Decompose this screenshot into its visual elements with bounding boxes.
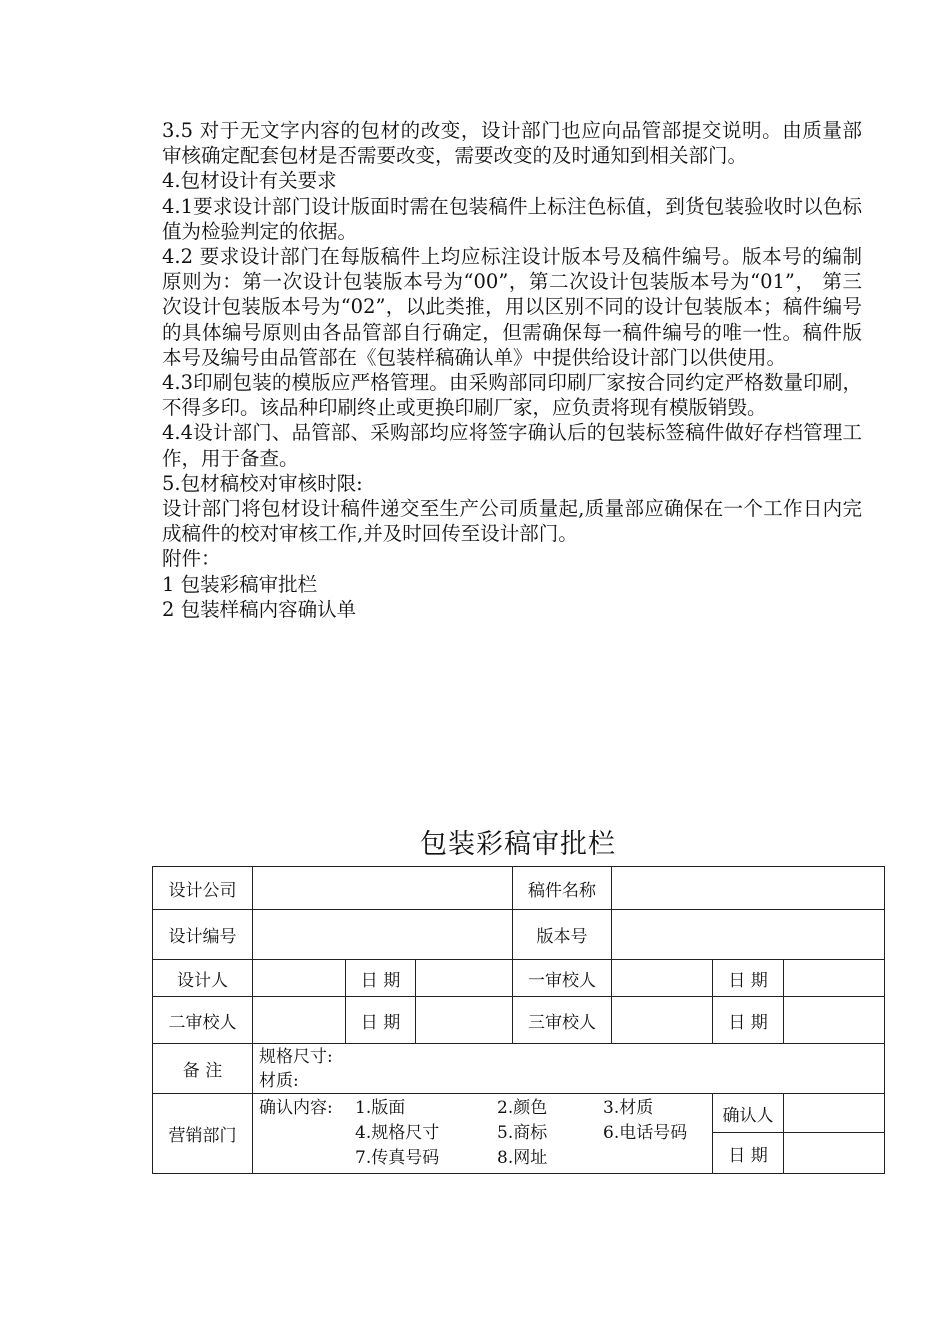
row-designer xyxy=(153,960,885,997)
designer-label: 设计人 xyxy=(153,960,253,997)
paragraph-4-3: 4.3印刷包装的模版应严格管理。由采购部同印刷厂家按合同约定严格数量印刷，不得多印。该品种印刷终止或更换印刷厂家，应负责将现有模版销毁。 xyxy=(162,371,862,420)
paragraph-4-4: 4.4设计部门、品管部、采购部均应将签字确认后的包装标签稿件做好存档管理工作，用于备查。 xyxy=(162,421,862,470)
attachment-item-1: 1 包装彩稿审批栏 xyxy=(162,572,318,596)
confirm-item-4[interactable]: 4.规格尺寸 xyxy=(355,1123,440,1143)
remarks-value[interactable] xyxy=(253,1044,885,1094)
paragraph-5-body: 设计部门将包材设计稿件递交至生产公司质量起,质量部应确保在一个工作日内完成稿件的校对审核工作,并及时回传至设计部门。 xyxy=(162,497,862,546)
second-reviewer-date-value[interactable] xyxy=(416,997,513,1044)
third-reviewer-value[interactable] xyxy=(612,997,713,1044)
confirm-content-grid xyxy=(259,1096,706,1171)
second-reviewer-date-label: 日 期 xyxy=(346,997,416,1044)
paragraph-4-2: 4.2 要求设计部门在每版稿件上均应标注设计版本号及稿件编号。版本号的编制原则为：第一次设计包装版本号为“00”，第二次设计包装版本号为“01”， 第三次设计包装版本号为“02”，以此类推，用以区别不同的设计包装版本；稿件编号的具体编号原则由各品管部自行确定，但需确保每一稿件编号的唯一性。稿件版本号及编号由品管部在《包装样稿确认单》中提供给设计部门以供使用。 xyxy=(162,245,862,369)
row-marketing-top xyxy=(153,1094,885,1133)
manuscript-name-label: 稿件名称 xyxy=(513,867,612,910)
confirm-item-1[interactable]: 1.版面 xyxy=(355,1098,406,1118)
remarks-label: 备 注 xyxy=(153,1044,253,1094)
design-company-value[interactable] xyxy=(253,867,513,910)
row-design-company xyxy=(153,867,885,910)
attachment-item-2: 2 包装样稿内容确认单 xyxy=(162,597,357,621)
design-company-label: 设计公司 xyxy=(153,867,253,910)
first-reviewer-label: 一审校人 xyxy=(513,960,612,997)
third-reviewer-label: 三审校人 xyxy=(513,997,612,1044)
confirmer-label: 确认人 xyxy=(713,1094,784,1133)
confirm-content-cell xyxy=(253,1094,713,1174)
approval-table xyxy=(152,866,885,1174)
confirm-item-8[interactable]: 8.网址 xyxy=(497,1148,548,1168)
heading-5: 5.包材稿校对审核时限: xyxy=(162,471,363,495)
confirm-item-7[interactable]: 7.传真号码 xyxy=(355,1148,440,1168)
material-label: 材质: xyxy=(259,1070,299,1091)
manuscript-name-value[interactable] xyxy=(612,867,885,910)
confirm-item-6[interactable]: 6.电话号码 xyxy=(603,1123,688,1143)
first-reviewer-value[interactable] xyxy=(612,960,713,997)
version-number-value[interactable] xyxy=(612,910,885,960)
second-reviewer-label: 二审校人 xyxy=(153,997,253,1044)
confirmer-value[interactable] xyxy=(784,1094,885,1133)
confirm-item-5[interactable]: 5.商标 xyxy=(497,1123,548,1143)
row-remarks xyxy=(153,1044,885,1094)
first-reviewer-date-value[interactable] xyxy=(784,960,885,997)
designer-date-label: 日 期 xyxy=(346,960,416,997)
row-design-number xyxy=(153,910,885,960)
paragraph-4-1: 4.1要求设计部门设计版面时需在包装稿件上标注色标值，到货包装验收时以色标值为检验判定的依据。 xyxy=(162,194,862,243)
confirm-content-label: 确认内容: xyxy=(259,1098,333,1118)
third-reviewer-date-value[interactable] xyxy=(784,997,885,1044)
design-number-label: 设计编号 xyxy=(153,910,253,960)
designer-value[interactable] xyxy=(253,960,346,997)
third-reviewer-date-label: 日 期 xyxy=(713,997,784,1044)
confirm-item-3[interactable]: 3.材质 xyxy=(603,1098,654,1118)
spec-size-label: 规格尺寸: xyxy=(259,1046,333,1067)
table-title: 包装彩稿审批栏 xyxy=(420,829,616,860)
body-text xyxy=(162,118,862,622)
confirm-date-label: 日 期 xyxy=(713,1133,784,1174)
designer-date-value[interactable] xyxy=(416,960,513,997)
version-number-label: 版本号 xyxy=(513,910,612,960)
heading-4: 4.包材设计有关要求 xyxy=(162,169,337,193)
second-reviewer-value[interactable] xyxy=(253,997,346,1044)
attachments-heading: 附件： xyxy=(162,547,221,571)
confirm-item-2[interactable]: 2.颜色 xyxy=(497,1098,548,1118)
design-number-value[interactable] xyxy=(253,910,513,960)
first-reviewer-date-label: 日 期 xyxy=(713,960,784,997)
confirm-date-value[interactable] xyxy=(784,1133,885,1174)
row-second-reviewer xyxy=(153,997,885,1044)
marketing-dept-label: 营销部门 xyxy=(153,1094,253,1174)
paragraph-3-5: 3.5 对于无文字内容的包材的改变，设计部门也应向品管部提交说明。由质量部审核确定配套包材是否需要改变，需要改变的及时通知到相关部门。 xyxy=(162,119,862,168)
